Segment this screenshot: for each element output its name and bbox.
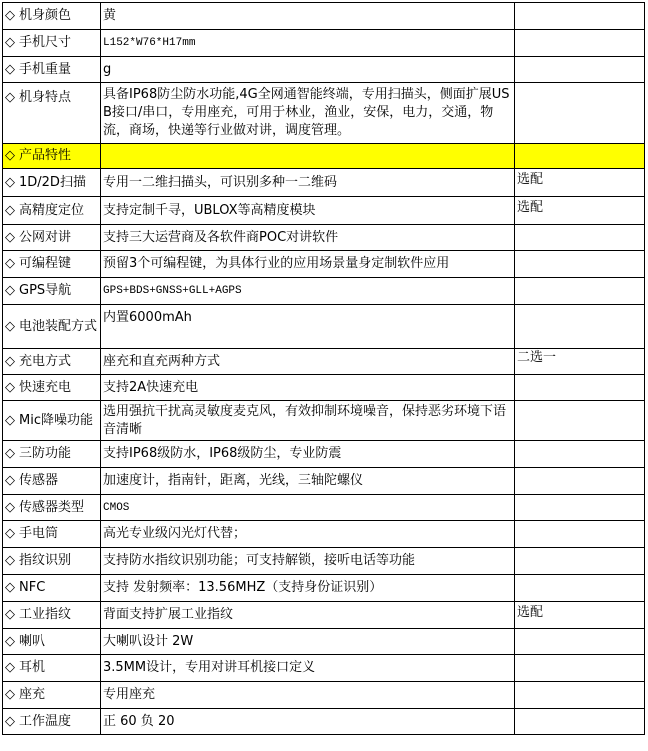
row-value: 大喇叭设计 2W — [101, 629, 515, 655]
table-row — [3, 305, 645, 349]
row-value: 背面支持扩展工业指纹 — [101, 602, 515, 629]
row-value: L152*W76*H17mm — [101, 30, 515, 57]
diamond-bullet-icon: ◇ — [5, 499, 15, 515]
row-value: 黄 — [101, 3, 515, 30]
row-label: 可编程键 — [19, 256, 72, 271]
table-row — [3, 3, 645, 30]
row-note — [515, 655, 645, 682]
row-label: 工作温度 — [19, 713, 72, 729]
table-row — [3, 83, 645, 144]
row-value: 座充和直充两种方式 — [101, 349, 515, 375]
row-value — [101, 144, 515, 169]
table-row — [3, 548, 645, 575]
table-row — [3, 349, 645, 375]
table-row — [3, 441, 645, 468]
diamond-bullet-icon: ◇ — [5, 379, 15, 395]
table-row — [3, 575, 645, 602]
row-label-cell — [3, 30, 101, 57]
row-value: GPS+BDS+GNSS+GLL+AGPS — [101, 278, 515, 305]
row-label: 1D/2D扫描 — [19, 174, 86, 190]
row-label-cell — [3, 521, 101, 548]
row-label-cell — [3, 441, 101, 468]
table-row — [3, 629, 645, 655]
row-note — [515, 441, 645, 468]
row-label: 快速充电 — [19, 379, 72, 395]
row-note — [515, 575, 645, 602]
row-label: 传感器类型 — [19, 499, 85, 515]
row-note — [515, 57, 645, 83]
row-note — [515, 495, 645, 521]
row-label: 高精度定位 — [19, 202, 85, 218]
row-note — [515, 144, 645, 169]
spec-table-body — [3, 3, 645, 735]
diamond-bullet-icon: ◇ — [5, 660, 15, 675]
row-value: 支持防水指纹识别功能；可支持解锁，接听电话等功能 — [101, 548, 515, 575]
row-label-cell — [3, 495, 101, 521]
diamond-bullet-icon: ◇ — [5, 148, 15, 163]
diamond-bullet-icon: ◇ — [5, 174, 15, 190]
table-row — [3, 401, 645, 441]
diamond-bullet-icon: ◇ — [5, 256, 15, 271]
table-row — [3, 169, 645, 197]
row-label: 三防功能 — [19, 446, 72, 461]
diamond-bullet-icon: ◇ — [5, 553, 15, 568]
row-label: 手机重量 — [19, 61, 72, 77]
diamond-bullet-icon: ◇ — [5, 713, 15, 729]
row-value: 预留3个可编程键，为具体行业的应用场景量身定制软件应用 — [101, 251, 515, 278]
row-value: 支持 发射频率：13.56MHZ（支持身份证识别） — [101, 575, 515, 602]
row-label-cell — [3, 169, 101, 197]
diamond-bullet-icon: ◇ — [5, 35, 15, 50]
row-label: 机身颜色 — [19, 8, 72, 23]
table-row — [3, 197, 645, 225]
diamond-bullet-icon: ◇ — [5, 90, 15, 105]
row-note — [515, 251, 645, 278]
row-note — [515, 375, 645, 401]
row-label: 手机尺寸 — [19, 35, 72, 50]
diamond-bullet-icon: ◇ — [5, 526, 15, 541]
row-label-cell — [3, 278, 101, 305]
row-note — [515, 629, 645, 655]
diamond-bullet-icon: ◇ — [5, 580, 15, 595]
table-row — [3, 682, 645, 709]
row-value: 专用一二维扫描头，可识别多种一二维码 — [101, 169, 515, 197]
table-row — [3, 468, 645, 495]
row-label: 手电筒 — [19, 526, 59, 541]
section-header-cell — [3, 144, 101, 169]
diamond-bullet-icon: ◇ — [5, 473, 15, 488]
diamond-bullet-icon: ◇ — [5, 61, 15, 77]
row-value: 支持定制千寻，UBLOX等高精度模块 — [101, 197, 515, 225]
row-value: 支持三大运营商及各软件商POC对讲软件 — [101, 225, 515, 251]
table-row — [3, 278, 645, 305]
row-label-cell — [3, 629, 101, 655]
row-note — [515, 548, 645, 575]
row-note — [515, 83, 645, 144]
row-label: 工业指纹 — [19, 607, 72, 622]
row-label-cell — [3, 548, 101, 575]
row-label-cell — [3, 709, 101, 735]
row-label-cell — [3, 575, 101, 602]
row-note — [515, 709, 645, 735]
table-row — [3, 251, 645, 278]
row-value: 内置6000mAh — [101, 305, 515, 349]
row-value: 3.5MM设计，专用对讲耳机接口定义 — [101, 655, 515, 682]
row-label: 喇叭 — [19, 633, 46, 649]
diamond-bullet-icon: ◇ — [5, 8, 15, 23]
diamond-bullet-icon: ◇ — [5, 353, 15, 369]
spec-table — [2, 2, 645, 735]
row-label: 电池装配方式 — [19, 318, 98, 334]
row-value: 选用强抗干扰高灵敏度麦克风，有效抑制环境噪音，保持恶劣环境下语音清晰 — [101, 401, 515, 441]
table-row — [3, 709, 645, 735]
row-note — [515, 305, 645, 349]
row-note — [515, 3, 645, 30]
row-value: 加速度计，指南针，距离，光线，三轴陀螺仪 — [101, 468, 515, 495]
row-value: 正 60 负 20 — [101, 709, 515, 735]
diamond-bullet-icon: ◇ — [5, 202, 15, 218]
row-value: 专用座充 — [101, 682, 515, 709]
table-row — [3, 375, 645, 401]
row-value: g — [101, 57, 515, 83]
row-label-cell — [3, 375, 101, 401]
row-label-cell — [3, 251, 101, 278]
row-label: NFC — [19, 580, 46, 595]
diamond-bullet-icon: ◇ — [5, 412, 15, 428]
row-value: 具备IP68防尘防水功能,4G全网通智能终端，专用扫描头，侧面扩展USB接口/串口，专用座充，可用于林业，渔业，安保，电力，交通，物流，商场，快递等行业做对讲，调度管理。 — [101, 83, 515, 144]
row-note — [515, 682, 645, 709]
row-label: 充电方式 — [19, 353, 72, 369]
row-label: 公网对讲 — [19, 229, 72, 245]
row-label: GPS导航 — [19, 283, 72, 298]
row-note: 二选一 — [515, 349, 645, 375]
table-row — [3, 225, 645, 251]
row-label: 座充 — [19, 687, 46, 702]
table-row — [3, 602, 645, 629]
row-label-cell — [3, 349, 101, 375]
row-label-cell — [3, 468, 101, 495]
row-note — [515, 30, 645, 57]
row-label: 传感器 — [19, 473, 59, 488]
row-label-cell — [3, 3, 101, 30]
table-row — [3, 57, 645, 83]
diamond-bullet-icon: ◇ — [5, 633, 15, 649]
diamond-bullet-icon: ◇ — [5, 687, 15, 702]
section-header-label: 产品特性 — [19, 148, 72, 163]
row-label-cell — [3, 57, 101, 83]
diamond-bullet-icon: ◇ — [5, 607, 15, 622]
table-row — [3, 521, 645, 548]
row-note — [515, 401, 645, 441]
row-note: 选配 — [515, 169, 645, 197]
row-label: 指纹识别 — [19, 553, 72, 568]
table-row — [3, 495, 645, 521]
row-label: Mic降噪功能 — [19, 412, 93, 428]
row-value: 支持2A快速充电 — [101, 375, 515, 401]
row-note — [515, 468, 645, 495]
row-label-cell — [3, 305, 101, 349]
row-value: 高光专业级闪光灯代替； — [101, 521, 515, 548]
row-note: 选配 — [515, 602, 645, 629]
row-label: 机身特点 — [19, 90, 72, 105]
table-row — [3, 30, 645, 57]
row-label-cell — [3, 225, 101, 251]
row-value: CMOS — [101, 495, 515, 521]
diamond-bullet-icon: ◇ — [5, 446, 15, 461]
diamond-bullet-icon: ◇ — [5, 229, 15, 245]
table-row — [3, 655, 645, 682]
diamond-bullet-icon: ◇ — [5, 318, 15, 334]
row-label-cell — [3, 401, 101, 441]
row-note — [515, 521, 645, 548]
row-label-cell — [3, 602, 101, 629]
row-note: 选配 — [515, 197, 645, 225]
row-label-cell — [3, 682, 101, 709]
row-label-cell — [3, 83, 101, 144]
row-label-cell — [3, 655, 101, 682]
section-header-row — [3, 144, 645, 169]
row-note — [515, 225, 645, 251]
row-label-cell — [3, 197, 101, 225]
row-note — [515, 278, 645, 305]
diamond-bullet-icon: ◇ — [5, 283, 15, 298]
row-label: 耳机 — [19, 660, 46, 675]
row-value: 支持IP68级防水，IP68级防尘，专业防震 — [101, 441, 515, 468]
